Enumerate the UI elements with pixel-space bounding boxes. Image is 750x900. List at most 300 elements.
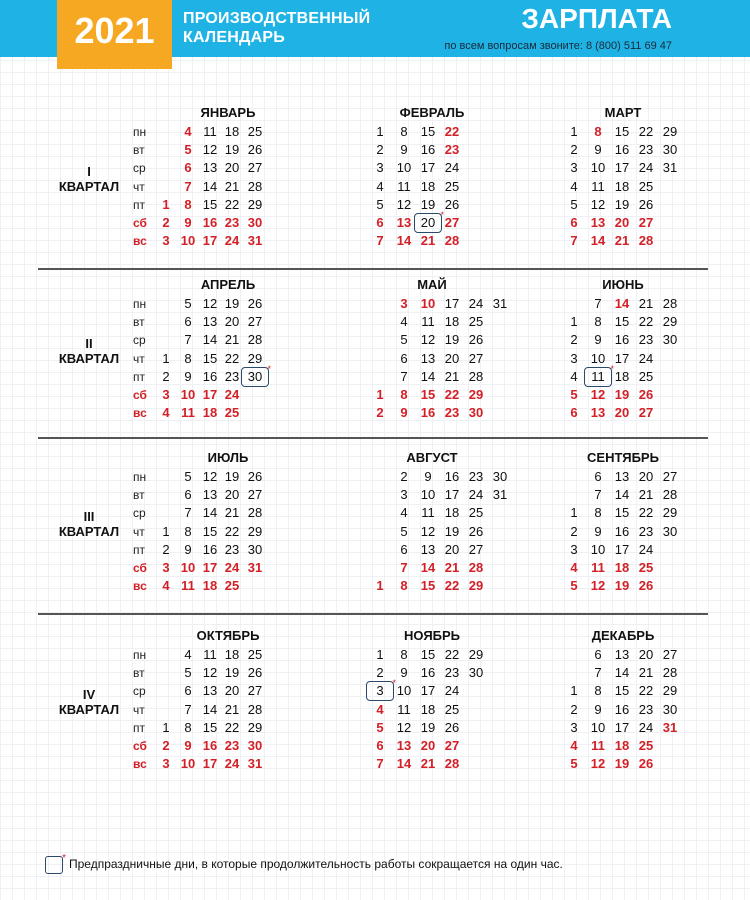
- calendar-day: 16: [202, 368, 218, 384]
- calendar-day: 18: [420, 178, 436, 194]
- calendar-day: 24: [468, 296, 484, 311]
- calendar-day: 6: [570, 405, 578, 421]
- calendar-day: 17: [202, 233, 218, 249]
- calendar-day: 14: [420, 368, 436, 384]
- calendar-day: 11 *: [585, 368, 611, 386]
- calendar-day: 12: [202, 469, 218, 484]
- calendar-day: 27: [247, 683, 263, 699]
- calendar-day: 11: [203, 647, 217, 662]
- calendar-day: 29: [247, 523, 263, 539]
- calendar-day: 5: [184, 665, 192, 681]
- calendar-day: 26: [247, 469, 263, 484]
- calendar-day: 22: [638, 124, 654, 139]
- calendar-day: 23: [224, 368, 240, 384]
- calendar-day: 16: [614, 142, 630, 158]
- day-name-label: вс: [133, 234, 147, 249]
- calendar-day: 29: [247, 196, 263, 212]
- calendar-day: 23: [444, 142, 460, 158]
- calendar-day: 22: [638, 683, 654, 699]
- calendar-day: 19: [614, 196, 630, 212]
- calendar-day: 23: [224, 215, 240, 230]
- calendar-day: 5: [400, 332, 408, 348]
- calendar-day: 4: [376, 178, 384, 194]
- calendar-day: 10: [590, 541, 606, 557]
- calendar-day: 5: [376, 719, 384, 735]
- calendar-day: 26: [638, 756, 654, 772]
- calendar-day: 28: [638, 233, 654, 249]
- calendar-day: 16: [614, 701, 630, 717]
- calendar-day: 9: [184, 541, 192, 557]
- calendar-day: 12: [590, 196, 606, 212]
- day-name-label: пт: [133, 369, 145, 384]
- quarter-word: КВАРТАЛ: [58, 702, 120, 718]
- calendar-day: 28: [247, 505, 263, 521]
- calendar-day: 20: [614, 215, 630, 230]
- calendar-day: 28: [247, 332, 263, 348]
- calendar-day: 16: [202, 215, 218, 230]
- calendar-day: 18: [444, 314, 460, 330]
- calendar-day: 3: [162, 387, 170, 402]
- calendar-day: 3: [376, 160, 384, 176]
- calendar-day: 12: [202, 296, 218, 311]
- calendar-day: 15: [614, 314, 630, 330]
- calendar-day: 14: [202, 178, 218, 194]
- calendar-day: 8: [400, 578, 408, 594]
- calendar-day: 20: [224, 683, 240, 699]
- calendar-day: 17: [420, 683, 436, 699]
- month-title: МАЙ: [417, 277, 447, 292]
- calendar-day: 17: [444, 296, 460, 311]
- calendar-day: 22: [224, 523, 240, 539]
- calendar-day: 29: [662, 124, 678, 139]
- calendar-day: 24: [224, 233, 240, 249]
- calendar-day: 2: [162, 541, 170, 557]
- calendar-day: 31: [662, 160, 678, 176]
- calendar-day: 30 *: [242, 368, 268, 386]
- calendar-day: 25: [444, 178, 460, 194]
- calendar-day: 3: [570, 160, 578, 176]
- calendar-day: 7: [184, 505, 192, 521]
- brand-title: ЗАРПЛАТА: [521, 3, 672, 34]
- calendar-day: 3: [570, 541, 578, 557]
- calendar-day: 7: [184, 701, 192, 717]
- calendar-day: 19: [444, 523, 460, 539]
- day-name-label: сб: [133, 561, 147, 575]
- calendar-day: 9: [400, 142, 408, 158]
- calendar-day: 14: [614, 665, 630, 681]
- calendar-day: 27: [468, 541, 484, 557]
- day-name-label: чт: [133, 702, 145, 717]
- calendar-day: 1: [570, 505, 578, 521]
- calendar-day: 10: [396, 683, 412, 699]
- quarter-word: КВАРТАЛ: [58, 179, 120, 195]
- calendar-day: 4: [162, 578, 170, 594]
- subtitle-line-1: ПРОИЗВОДСТВЕННЫЙ: [183, 10, 371, 27]
- calendar-day: 16: [420, 665, 436, 681]
- calendar-day: 6: [184, 160, 192, 176]
- calendar-day: 17: [614, 350, 630, 366]
- calendar-day: 5: [570, 196, 578, 212]
- calendar-day: 29: [662, 505, 678, 521]
- calendar-day: 28: [444, 233, 460, 249]
- calendar-day: 19: [224, 469, 240, 484]
- year-badge: 2021: [57, 0, 172, 69]
- calendar-day: 30: [492, 469, 508, 484]
- calendar-day: 13: [202, 683, 218, 699]
- calendar-day: 11: [397, 701, 411, 717]
- day-name-label: ср: [133, 333, 146, 348]
- calendar-day: 19: [614, 578, 630, 594]
- calendar-day: 1: [162, 350, 170, 366]
- month-title: ИЮЛЬ: [207, 450, 249, 465]
- calendar-day: 14: [590, 233, 606, 249]
- day-name-label: ср: [133, 506, 146, 521]
- calendar-day: 10: [590, 719, 606, 735]
- calendar-day: 26: [247, 296, 263, 311]
- calendar-day: 3: [400, 487, 408, 503]
- day-name-label: пн: [133, 125, 147, 139]
- calendar-day: 2: [570, 142, 578, 158]
- calendar-day: 2: [376, 405, 384, 421]
- calendar-day: 11: [203, 124, 217, 139]
- calendar-day: 12: [396, 196, 412, 212]
- day-name-label: пт: [133, 197, 145, 212]
- calendar-day: 25: [224, 578, 240, 594]
- calendar-day: 28: [247, 701, 263, 717]
- calendar-day: 30: [468, 405, 484, 421]
- calendar-day: 26: [468, 523, 484, 539]
- calendar-day: 13: [396, 215, 412, 230]
- calendar-day: 19: [224, 665, 240, 681]
- calendar-day: 7: [184, 332, 192, 348]
- calendar-day: 25: [638, 368, 654, 384]
- calendar-day: 24: [638, 160, 654, 176]
- calendar-day: 25: [224, 405, 240, 421]
- calendar-day: 10: [180, 233, 196, 249]
- calendar-day: 30: [662, 332, 678, 348]
- calendar-day: 20 *: [415, 214, 441, 232]
- calendar-day: 8: [400, 647, 408, 662]
- day-name-label: вс: [133, 757, 147, 772]
- calendar-day: 26: [444, 196, 460, 212]
- calendar-day: 2: [376, 142, 384, 158]
- quarter-divider: [38, 268, 708, 270]
- calendar-day: 29: [468, 387, 484, 402]
- calendar-day: 11: [421, 505, 435, 521]
- calendar-day: 21: [224, 505, 240, 521]
- calendar-day: 25: [638, 178, 654, 194]
- calendar-day: 8: [594, 683, 602, 699]
- calendar-day: 23: [468, 469, 484, 484]
- calendar-day: 20: [224, 160, 240, 176]
- calendar-day: 13: [202, 487, 218, 503]
- calendar-day: 27: [638, 405, 654, 421]
- calendar-day: 9: [594, 142, 602, 158]
- calendar-day: 8: [184, 196, 192, 212]
- month-title: НОЯБРЬ: [403, 628, 461, 643]
- calendar-day: 27: [247, 487, 263, 503]
- calendar-day: 29: [468, 647, 484, 662]
- day-name-label: чт: [133, 351, 145, 366]
- calendar-day: 18: [202, 578, 218, 594]
- calendar-day: 21: [224, 332, 240, 348]
- calendar-day: 13: [202, 160, 218, 176]
- calendar-day: 1: [570, 683, 578, 699]
- calendar-day: 24: [638, 350, 654, 366]
- calendar-day: 23: [638, 332, 654, 348]
- calendar-day: 6: [376, 215, 384, 230]
- calendar-day: 15: [202, 350, 218, 366]
- calendar-day: 17: [202, 756, 218, 772]
- calendar-day: 9: [594, 523, 602, 539]
- calendar-day: 5: [184, 142, 192, 158]
- calendar-day: 4: [570, 738, 578, 753]
- calendar-day: 6: [594, 469, 602, 484]
- calendar-day: 24: [638, 541, 654, 557]
- calendar-day: 12: [420, 332, 436, 348]
- calendar-day: 18: [202, 405, 218, 421]
- calendar-day: 19: [614, 756, 630, 772]
- calendar-day: 27: [662, 469, 678, 484]
- calendar-day: 19: [224, 142, 240, 158]
- calendar-day: 10: [396, 160, 412, 176]
- calendar-day: 2: [570, 332, 578, 348]
- calendar-day: 29: [247, 719, 263, 735]
- calendar-day: 26: [444, 719, 460, 735]
- calendar-day: 24: [468, 487, 484, 503]
- calendar-day: 4: [570, 368, 578, 384]
- calendar-day: 6: [400, 350, 408, 366]
- calendar-day: 13: [590, 405, 606, 421]
- calendar-day: 6: [184, 314, 192, 330]
- calendar-day: 6: [400, 541, 408, 557]
- calendar-day: 9: [184, 215, 192, 230]
- calendar-day: 25: [638, 738, 654, 753]
- calendar-day: 9: [184, 738, 192, 753]
- calendar-day: 19: [444, 332, 460, 348]
- calendar-day: 15: [202, 719, 218, 735]
- calendar-day: 15: [614, 124, 630, 139]
- calendar-day: 20: [638, 647, 654, 662]
- calendar-day: 14: [202, 701, 218, 717]
- calendar-day: 15: [420, 578, 436, 594]
- calendar-day: 21: [614, 233, 630, 249]
- quarter-label: [43, 164, 135, 194]
- day-name-label: сб: [133, 216, 147, 230]
- quarter-word: КВАРТАЛ: [58, 524, 120, 540]
- contact-phone: по всем вопросам звоните: 8 (800) 511 69 47: [444, 40, 672, 52]
- calendar-day: 6: [594, 647, 602, 662]
- calendar-day: 1: [570, 124, 578, 139]
- calendar-day: 4: [400, 505, 408, 521]
- calendar-day: 27: [638, 215, 654, 230]
- calendar-day: 23: [444, 405, 460, 421]
- calendar-day: 28: [247, 178, 263, 194]
- calendar-day: 20: [614, 405, 630, 421]
- calendar-day: 16: [614, 332, 630, 348]
- quarter-label: [43, 336, 135, 366]
- short-day-legend-icon: [45, 856, 63, 874]
- calendar-day: 15: [202, 523, 218, 539]
- calendar-day: 21: [444, 368, 460, 384]
- calendar-day: 7: [570, 233, 578, 249]
- calendar-day: 7: [184, 178, 192, 194]
- calendar-day: 5: [184, 469, 192, 484]
- calendar-day: 26: [638, 387, 654, 402]
- calendar-day: 11: [591, 560, 605, 575]
- calendar-day: 3: [570, 719, 578, 735]
- month-title: АПРЕЛЬ: [200, 277, 256, 292]
- calendar-day: 1: [570, 314, 578, 330]
- calendar-day: 12: [590, 387, 606, 402]
- quarter-number: I: [87, 164, 91, 180]
- calendar-day: 3: [400, 296, 408, 311]
- day-name-label: вт: [133, 315, 145, 330]
- calendar-day: 10: [590, 350, 606, 366]
- calendar-day: 20: [638, 469, 654, 484]
- calendar-day: 20: [444, 541, 460, 557]
- calendar-day: 30: [662, 523, 678, 539]
- calendar-day: 28: [662, 296, 678, 311]
- calendar-day: 2: [162, 738, 170, 753]
- calendar-day: 3: [570, 350, 578, 366]
- calendar-day: 16: [202, 738, 218, 753]
- quarter-divider: [38, 437, 708, 439]
- calendar-day: 29: [662, 314, 678, 330]
- calendar-day: 21: [224, 178, 240, 194]
- calendar-day: 27: [662, 647, 678, 662]
- calendar-day: 19: [614, 387, 630, 402]
- calendar-day: 26: [247, 142, 263, 158]
- calendar-day: 7: [376, 756, 384, 772]
- calendar-day: 11: [591, 178, 605, 194]
- quarter-number: IV: [82, 687, 96, 703]
- calendar-day: 1: [376, 124, 384, 139]
- calendar-day: 18: [444, 505, 460, 521]
- calendar-day: 30: [247, 215, 263, 230]
- calendar-day: 25: [247, 647, 263, 662]
- calendar-day: 14: [396, 233, 412, 249]
- calendar-day: 2: [400, 469, 408, 484]
- legend-text: Предпраздничные дни, в которые продолжительность работы сокращается на один час.: [69, 857, 563, 871]
- calendar-day: 2: [570, 523, 578, 539]
- calendar-day: 10: [180, 560, 196, 575]
- calendar-day: 6: [184, 683, 192, 699]
- calendar-day: 31: [492, 487, 508, 503]
- calendar-day: 12: [590, 578, 606, 594]
- calendar-day: 19: [420, 719, 436, 735]
- calendar-day: 28: [468, 560, 484, 575]
- calendar-day: 25: [444, 701, 460, 717]
- calendar-day: 8: [594, 124, 602, 139]
- day-name-label: вт: [133, 488, 145, 503]
- calendar-day: 9: [594, 332, 602, 348]
- calendar-day: 18: [614, 560, 630, 575]
- calendar-day: 7: [594, 296, 602, 311]
- calendar-day: 1: [162, 196, 170, 212]
- calendar-day: 17: [202, 387, 218, 402]
- calendar-day: 16: [420, 142, 436, 158]
- calendar-day: 12: [590, 756, 606, 772]
- calendar-day: 23: [224, 738, 240, 753]
- month-title: МАРТ: [604, 105, 642, 120]
- quarter-label: [43, 509, 135, 539]
- calendar-day: 4: [570, 178, 578, 194]
- calendar-day: 1: [376, 647, 384, 662]
- calendar-day: 28: [662, 487, 678, 503]
- calendar-day: 26: [638, 578, 654, 594]
- calendar-day: 19: [224, 296, 240, 311]
- calendar-day: 2: [570, 701, 578, 717]
- calendar-day: 7: [594, 487, 602, 503]
- calendar-day: 27: [247, 160, 263, 176]
- calendar-day: 30: [247, 541, 263, 557]
- calendar-day: 17: [614, 160, 630, 176]
- calendar-day: 13: [420, 541, 436, 557]
- calendar-day: 29: [468, 578, 484, 594]
- calendar-day: 7: [400, 368, 408, 384]
- quarter-number: II: [85, 336, 93, 352]
- calendar-day: 9: [400, 665, 408, 681]
- calendar-day: 26: [638, 196, 654, 212]
- calendar-day: 9: [424, 469, 432, 484]
- calendar-day: 9: [594, 701, 602, 717]
- day-name-label: пт: [133, 720, 145, 735]
- calendar-day: 2: [162, 368, 170, 384]
- calendar-day: 10: [420, 487, 436, 503]
- calendar-day: 16: [202, 541, 218, 557]
- day-name-label: пн: [133, 297, 147, 311]
- calendar-day: 7: [400, 560, 408, 575]
- calendar-day: 22: [444, 387, 460, 402]
- calendar-day: 22: [638, 505, 654, 521]
- calendar-day: 15: [614, 505, 630, 521]
- calendar-day: 11: [181, 578, 195, 594]
- calendar-day: 3: [162, 233, 170, 249]
- quarter-divider: [38, 613, 708, 615]
- calendar-day: 17: [202, 560, 218, 575]
- calendar-day: 11: [421, 314, 435, 330]
- calendar-day: 18: [614, 178, 630, 194]
- calendar-day: 19: [420, 196, 436, 212]
- calendar-day: 2: [162, 215, 170, 230]
- calendar-day: 6: [376, 738, 384, 753]
- calendar-day: 29: [247, 350, 263, 366]
- calendar-day: 18: [224, 124, 240, 139]
- calendar-day: 26: [247, 665, 263, 681]
- day-name-label: сб: [133, 739, 147, 753]
- calendar-day: 14: [202, 505, 218, 521]
- calendar-day: 1: [162, 719, 170, 735]
- calendar-day: 9: [184, 368, 192, 384]
- calendar-day: 8: [400, 124, 408, 139]
- calendar-day: 12: [202, 665, 218, 681]
- calendar-day: 22: [224, 196, 240, 212]
- calendar-day: 18: [614, 368, 630, 384]
- calendar-day: 13: [614, 647, 630, 662]
- calendar-day: 25: [247, 124, 263, 139]
- calendar-subtitle: [183, 9, 370, 47]
- calendar-day: 25: [638, 560, 654, 575]
- calendar-day: 8: [184, 350, 192, 366]
- calendar-day: 4: [400, 314, 408, 330]
- day-name-label: ср: [133, 161, 146, 176]
- calendar-day: 10: [590, 160, 606, 176]
- month-title: ИЮНЬ: [602, 277, 644, 292]
- calendar-day: 20: [420, 738, 436, 753]
- calendar-day: 16: [444, 469, 460, 484]
- calendar-day: 27: [247, 314, 263, 330]
